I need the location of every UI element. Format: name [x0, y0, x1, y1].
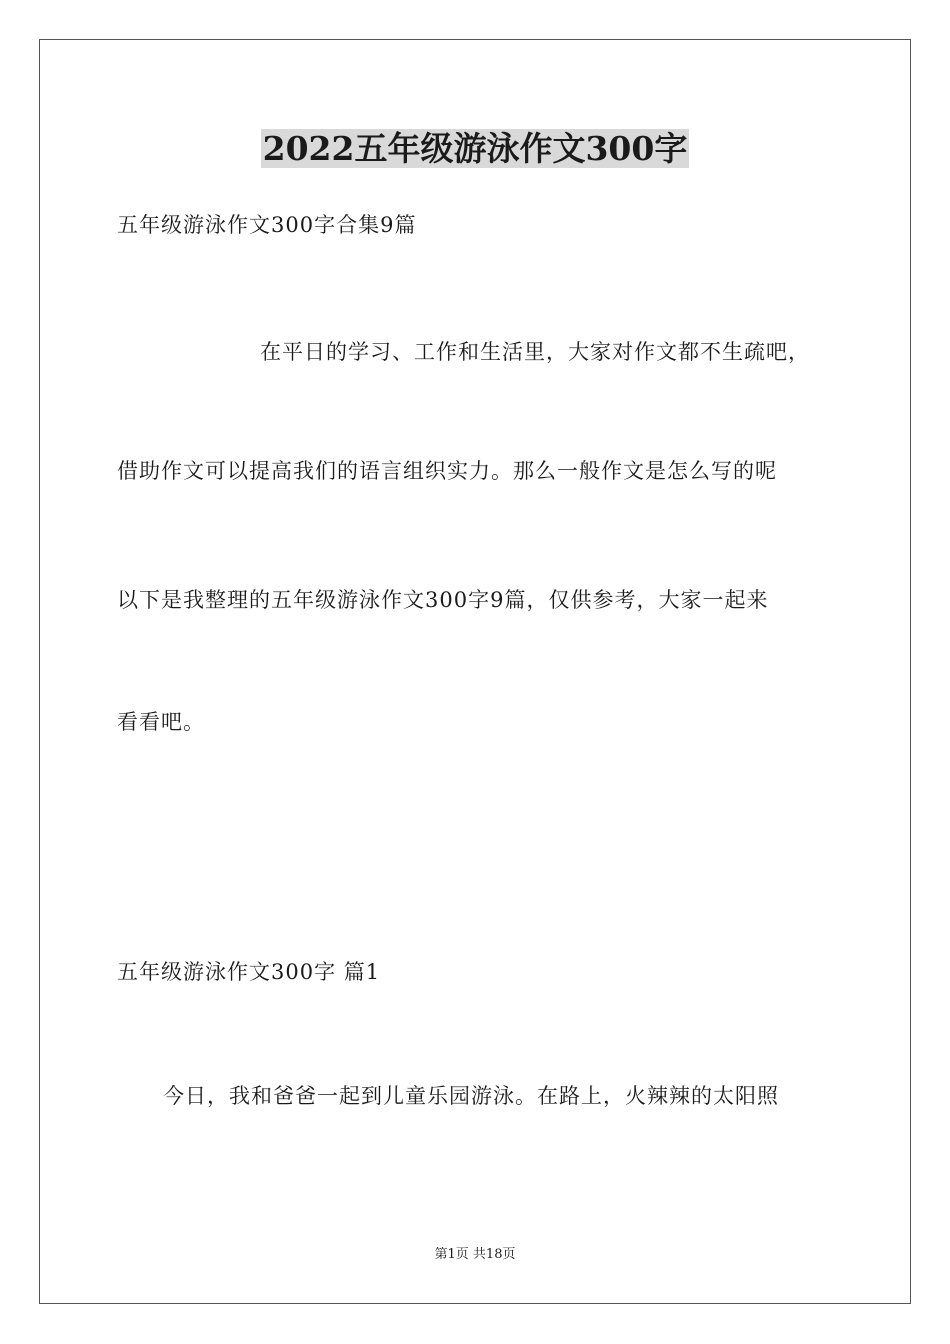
page-footer: 第1页 共18页: [434, 1247, 516, 1262]
intro-paragraph-line: 借助作文可以提高我们的语言组织实力。那么一般作文是怎么写的呢: [117, 459, 777, 483]
section-heading: 五年级游泳作文300字 篇1: [117, 960, 381, 984]
intro-paragraph-line: 看看吧。: [117, 710, 205, 734]
document-title-text: 2022五年级游泳作文300字: [262, 129, 688, 168]
intro-paragraph-line: 在平日的学习、工作和生活里，大家对作文都不生疏吧，: [260, 340, 810, 364]
body-paragraph-line: 今日，我和爸爸一起到儿童乐园游泳。在路上，火辣辣的太阳照: [163, 1084, 779, 1108]
document-subtitle: 五年级游泳作文300字合集9篇: [117, 213, 417, 237]
intro-paragraph-line: 以下是我整理的五年级游泳作文300字9篇，仅供参考，大家一起来: [117, 588, 769, 612]
document-title: [0, 128, 950, 170]
